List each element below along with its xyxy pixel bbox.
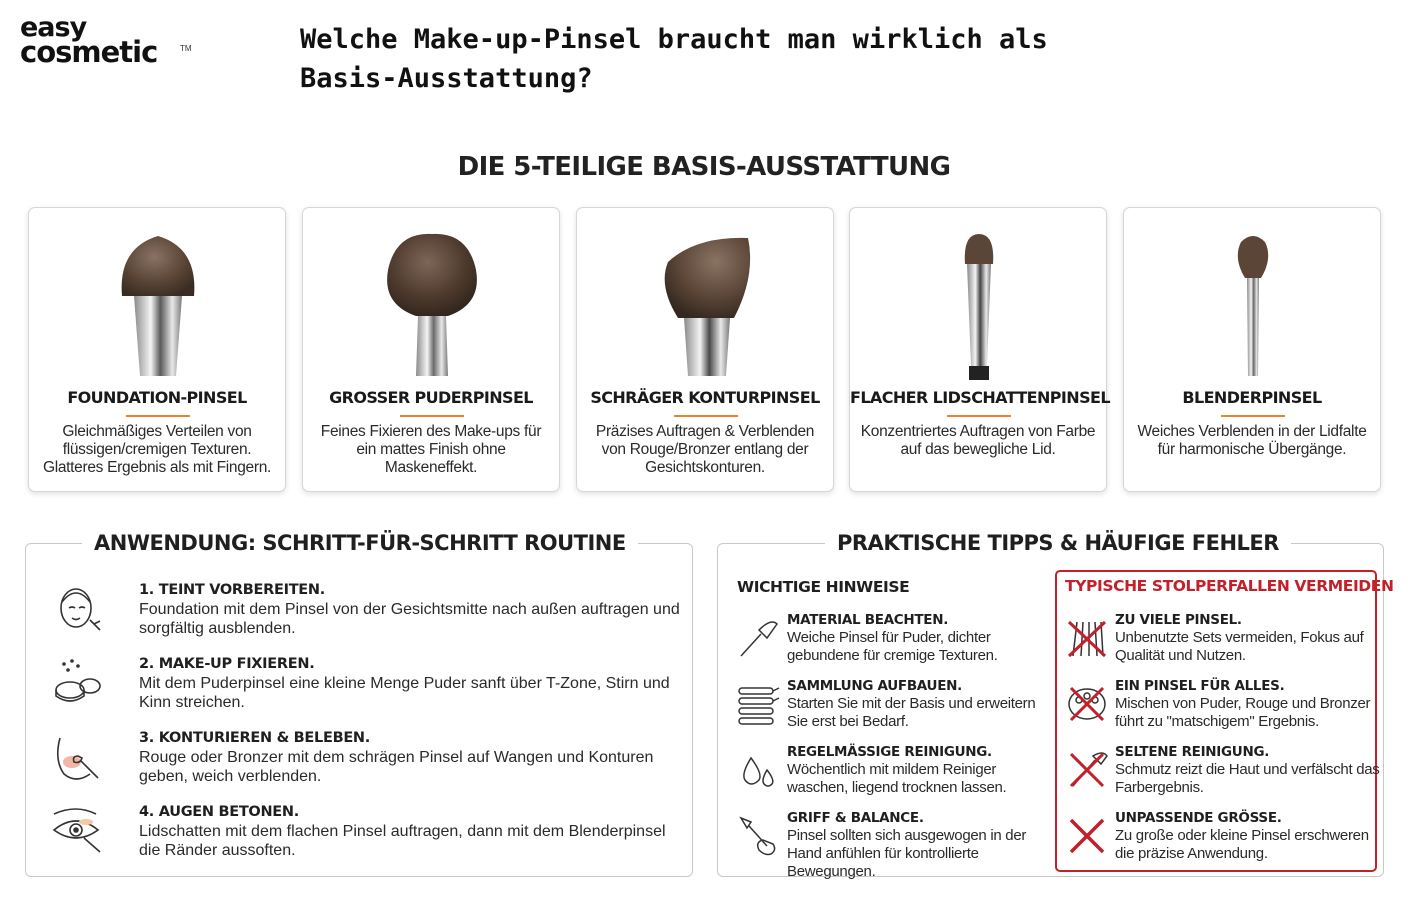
title-underline [1221,415,1285,417]
hint-item [737,744,1037,802]
hint-item [737,612,1037,670]
step-item [46,582,680,652]
pitfall-text: Schmutz reizt die Haut und verfälscht das Farbergebnis. [1115,761,1380,796]
step-text: Rouge oder Bronzer mit dem schrägen Pinsel auf Wangen und Konturen geben, weich verblenden. [139,749,654,785]
brush-description: Konzentriertes Auftragen von Farbe auf das bewegliche Lid. [860,423,1096,458]
brush-name: BLENDERPINSEL [1182,388,1322,407]
routine-panel [25,531,693,877]
hint-text: Wöchentlich mit mildem Reiniger waschen, liegend trocknen lassen. [787,761,1007,796]
hint-title: SAMMLUNG AUFBAUEN. [787,678,962,694]
hand-brush-icon [737,814,781,858]
step-title: 2. MAKE-UP FIXIEREN. [139,656,315,672]
brush-name: GROSSER PUDERPINSEL [329,388,533,407]
brush-name: SCHRÄGER KONTURPINSEL [590,388,820,407]
cheek-contour-icon [50,730,106,786]
pitfall-text: Mischen von Puder, Rouge und Bronzer führt zu "matschigem" Ergebnis. [1115,695,1371,730]
pitfall-title: ZU VIELE PINSEL. [1115,612,1242,628]
brush-card-powder [302,207,560,492]
blender-brush-icon [1203,226,1303,382]
powder-puff-icon [50,656,106,712]
pitfalls-heading: TYPISCHE STOLPERFALLEN VERMEIDEN [1065,577,1394,595]
hint-text: Starten Sie mit der Basis und erweitern Sie erst bei Bedarf. [787,695,1036,730]
title-underline [947,415,1011,417]
step-text: Lidschatten mit dem flachen Pinsel auftragen, dann mit dem Blenderpinsel die Ränder aussoften. [139,823,666,859]
powder-brush-icon [382,226,482,382]
hint-text: Pinsel sollten sich ausgewogen in der Hand anfühlen für kontrollierte Bewegungen. [787,827,1027,880]
logo-line-2: cosmetic [20,35,158,69]
brush-name: FOUNDATION-PINSEL [67,388,247,407]
brush-card-blender [1123,207,1381,492]
pitfall-item [1065,678,1371,736]
logo-line-1: easy [20,12,87,43]
brush-card-eyeshadow [849,207,1110,492]
hint-title: REGELMÄSSIGE REINIGUNG. [787,744,992,760]
pitfall-item [1065,810,1369,868]
brand-logo[interactable] [20,12,192,70]
tips-panel [717,531,1394,880]
step-item [46,656,676,726]
pitfall-title: EIN PINSEL FÜR ALLES. [1115,678,1285,694]
pitfall-text: Unbenutzte Sets vermeiden, Fokus auf Qualität und Nutzen. [1115,629,1364,664]
brush-description: Gleichmäßiges Verteilen von flüssigen/cremigen Texturen. Glatteres Ergebnis als mit Fingern. [42,423,272,476]
hint-item [737,810,1037,880]
basis-section-title: DIE 5-TEILIGE BASIS-AUSSTATTUNG [457,152,951,182]
page-title: Welche Make-up-Pinsel braucht man wirklich als Basis-Ausstattung? [300,24,1048,94]
pitfall-item [1065,744,1380,802]
eye-icon [50,804,106,860]
step-item [46,804,676,874]
pitfall-item [1065,612,1365,670]
pitfall-title: UNPASSENDE GRÖSSE. [1115,810,1282,826]
step-title: 4. AUGEN BETONEN. [139,804,299,820]
pitfall-text: Zu große oder kleine Pinsel erschweren die präzise Anwendung. [1115,827,1369,862]
step-title: 1. TEINT VORBEREITEN. [139,582,325,598]
step-title: 3. KONTURIEREN & BELEBEN. [139,730,370,746]
step-text: Foundation mit dem Pinsel von der Gesichtsmitte nach außen auftragen und sorgfältig ausblenden. [139,601,680,637]
hint-title: GRIFF & BALANCE. [787,810,924,826]
step-text: Mit dem Puderpinsel eine kleine Menge Puder sanft über T-Zone, Stirn und Kinn streichen. [139,675,670,711]
brush-card-contour [576,207,834,492]
palette-cross-icon [1065,682,1109,726]
cross-icon [1065,814,1109,858]
brush-description: Feines Fixieren des Make-ups für ein mattes Finish ohne Maskeneffekt. [320,423,542,476]
face-icon [50,582,106,638]
title-underline [674,415,738,417]
brush-description: Präzises Auftragen & Verblenden von Rouge/Bronzer entlang der Gesichtskonturen. [595,423,815,476]
flat-eyeshadow-brush-icon [929,226,1029,382]
too-many-brushes-icon [1065,616,1109,660]
pitfall-title: SELTENE REINIGUNG. [1115,744,1270,760]
brush-description: Weiches Verblenden in der Lidfalte für harmonische Übergänge. [1137,423,1367,458]
step-item [46,730,676,800]
brush-collection-icon [737,682,781,726]
hint-item [737,678,1037,736]
hint-title: MATERIAL BEACHTEN. [787,612,949,628]
hints-heading: WICHTIGE HINWEISE [737,578,910,596]
hint-text: Weiche Pinsel für Puder, dichter gebundene für cremige Texturen. [787,629,998,664]
pitfalls-box [1055,570,1394,872]
brush-material-icon [737,616,781,660]
tips-title: PRAKTISCHE TIPPS & HÄUFIGE FEHLER [825,527,1291,559]
routine-title: ANWENDUNG: SCHRITT-FÜR-SCHRITT ROUTINE [82,527,638,559]
brush-name: FLACHER LIDSCHATTENPINSEL [850,388,1110,407]
foundation-brush-icon [108,226,208,382]
title-underline [126,415,190,417]
water-drops-icon [737,748,781,792]
dirty-brush-icon [1065,748,1109,792]
logo-trademark: TM [180,44,192,53]
brush-card-foundation [28,207,286,492]
title-underline [400,415,464,417]
angled-contour-brush-icon [656,226,756,382]
